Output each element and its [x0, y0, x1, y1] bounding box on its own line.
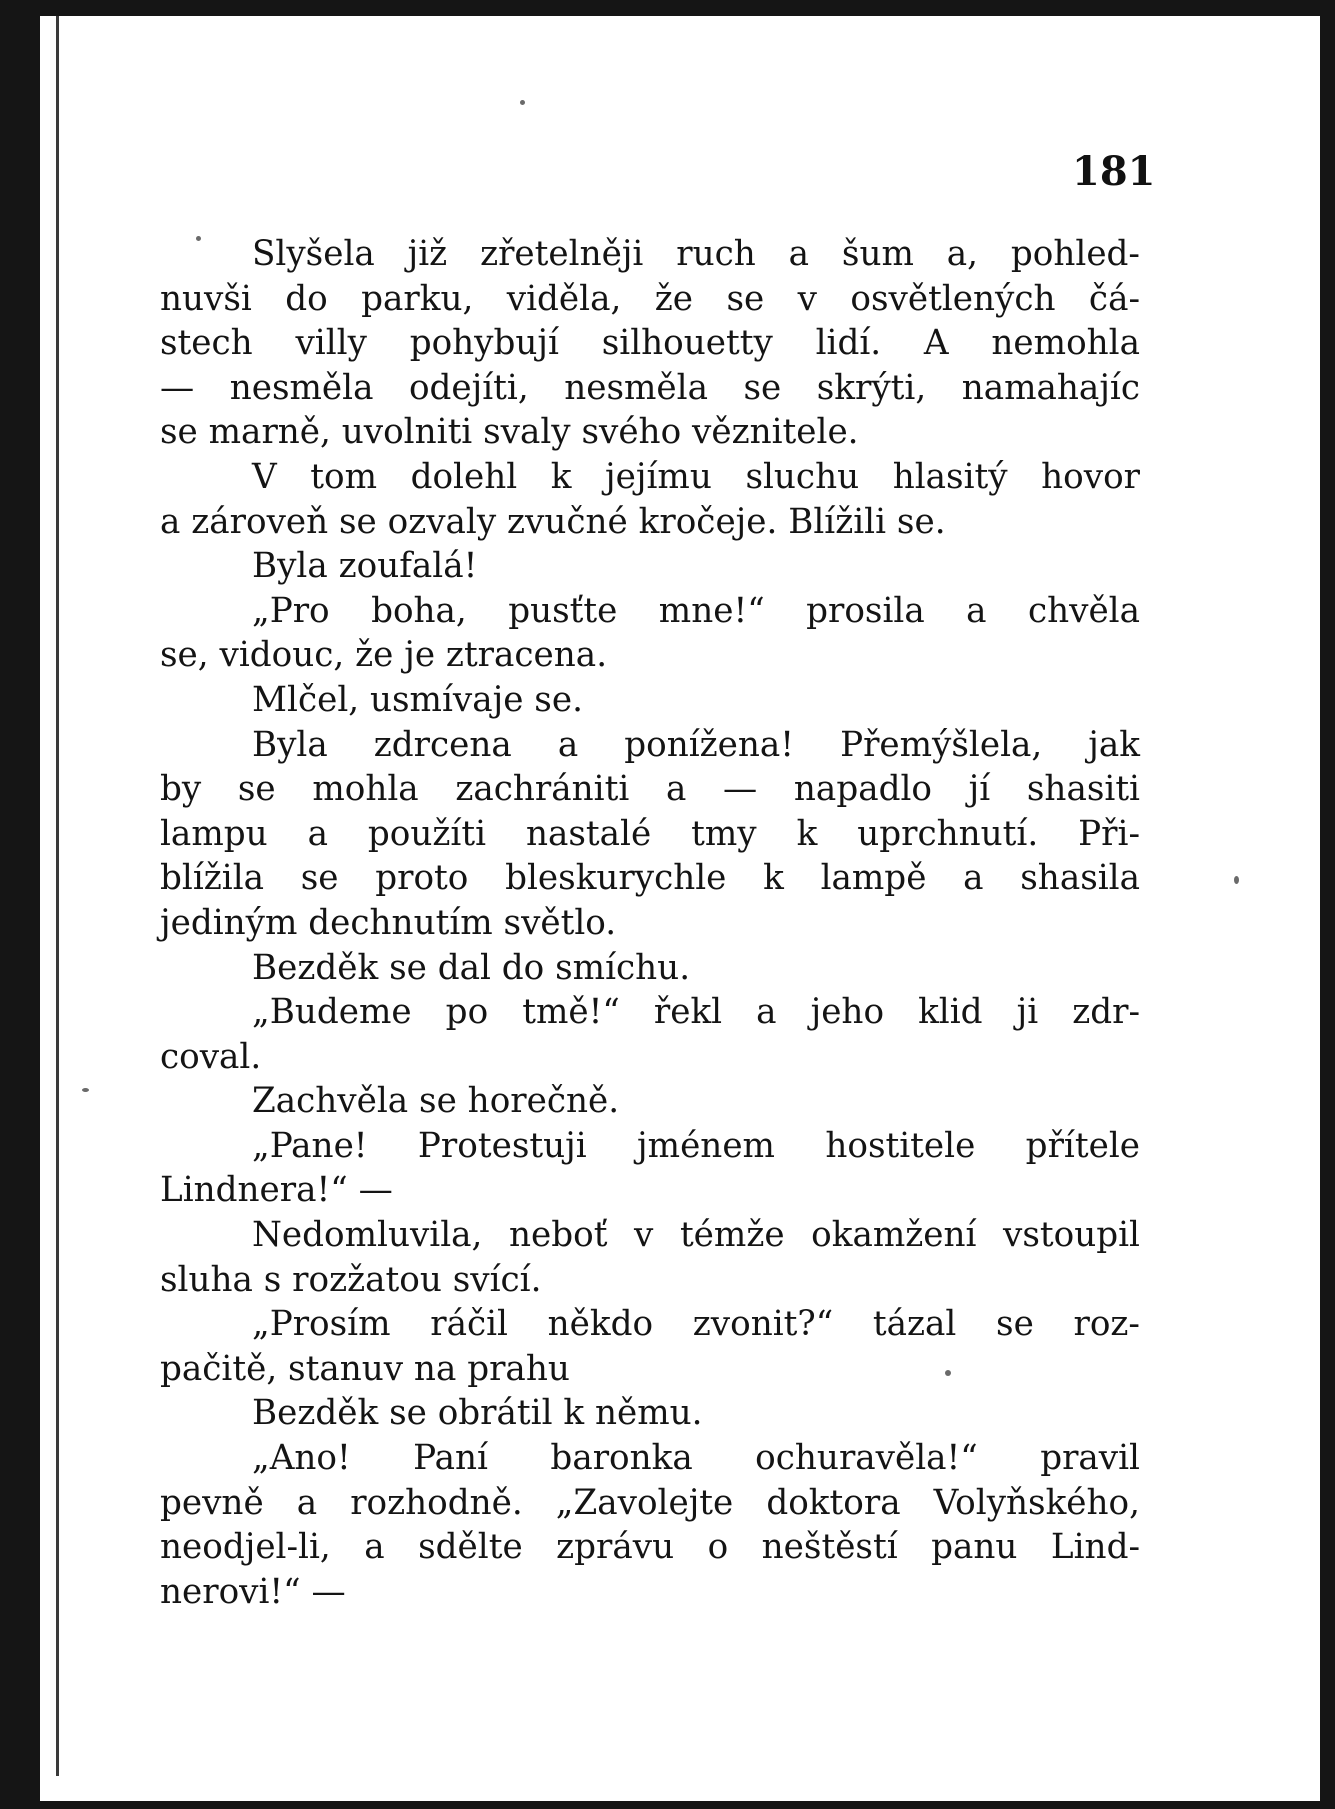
text-line: Bezděk se obrátil k němu.	[252, 1393, 703, 1434]
text-line: nuvši do parku, viděla, že se v osvětlených čá-	[160, 278, 1140, 319]
text-line: pevně a rozhodně. „Zavolejte doktora Volyňského,	[160, 1482, 1140, 1523]
text-line: „Budeme po tmě!“ řekl a jeho klid ji zdr-	[252, 992, 1140, 1033]
text-line: „Pane! Protestuji jménem hostitele přítele	[252, 1125, 1140, 1166]
text-line: Bezděk se dal do smíchu.	[252, 947, 691, 988]
text-line: neodjel-li, a sdělte zprávu o neštěstí panu Lind-	[160, 1527, 1140, 1568]
text-line: se, vidouc, že je ztracena.	[160, 635, 608, 676]
text-line: pačitě, stanuv na prahu	[160, 1348, 570, 1389]
text-line: lampu a použíti nastalé tmy k uprchnutí. Při-	[160, 813, 1140, 854]
text-line: Byla zdrcena a ponížena! Přemýšlela, jak	[252, 724, 1140, 765]
scan-speck	[945, 1370, 951, 1376]
text-line: stech villy pohybují silhouetty lidí. A nemohla	[160, 323, 1140, 364]
text-line: coval.	[160, 1036, 262, 1077]
text-line: jediným dechnutím světlo.	[160, 902, 617, 943]
text-line: sluha s rozžatou svící.	[160, 1259, 542, 1300]
body-text	[160, 232, 1140, 1614]
text-line: „Prosím ráčil někdo zvonit?“ tázal se roz-	[252, 1304, 1140, 1345]
text-line: Zachvěla se horečně.	[252, 1081, 620, 1122]
text-line: a zároveň se ozvaly zvučné kročeje. Blížili se.	[160, 501, 946, 542]
text-line: V tom dolehl k jejímu sluchu hlasitý hovor	[252, 456, 1140, 497]
text-line: by se mohla zachrániti a — napadlo jí shasiti	[160, 769, 1140, 810]
text-line: Nedomluvila, neboť v témže okamžení vstoupil	[252, 1215, 1140, 1256]
text-line: — nesměla odejíti, nesměla se skrýti, namahajíc	[160, 367, 1140, 408]
text-line: „Ano! Paní baronka ochuravěla!“ pravil	[252, 1438, 1140, 1479]
page-number: 181	[1072, 148, 1156, 195]
text-line: Byla zoufalá!	[252, 546, 478, 587]
scan-speck	[196, 236, 201, 241]
text-line: Slyšela již zřetelněji ruch a šum a, pohled-	[252, 234, 1140, 274]
scan-speck	[520, 100, 525, 105]
binding-edge	[56, 16, 59, 1776]
scan-speck	[82, 1088, 89, 1092]
text-line: „Pro boha, pusťte mne!“ prosila a chvěla	[252, 590, 1140, 631]
text-line: blížila se proto bleskurychle k lampě a shasila	[160, 858, 1140, 899]
text-line: se marně, uvolniti svaly svého věznitele.	[160, 412, 859, 453]
text-line: Lindnera!“ —	[160, 1170, 393, 1211]
text-line: Mlčel, usmívaje se.	[252, 679, 583, 720]
scan-speck	[1234, 876, 1239, 884]
text-line: nerovi!“ —	[160, 1571, 346, 1612]
